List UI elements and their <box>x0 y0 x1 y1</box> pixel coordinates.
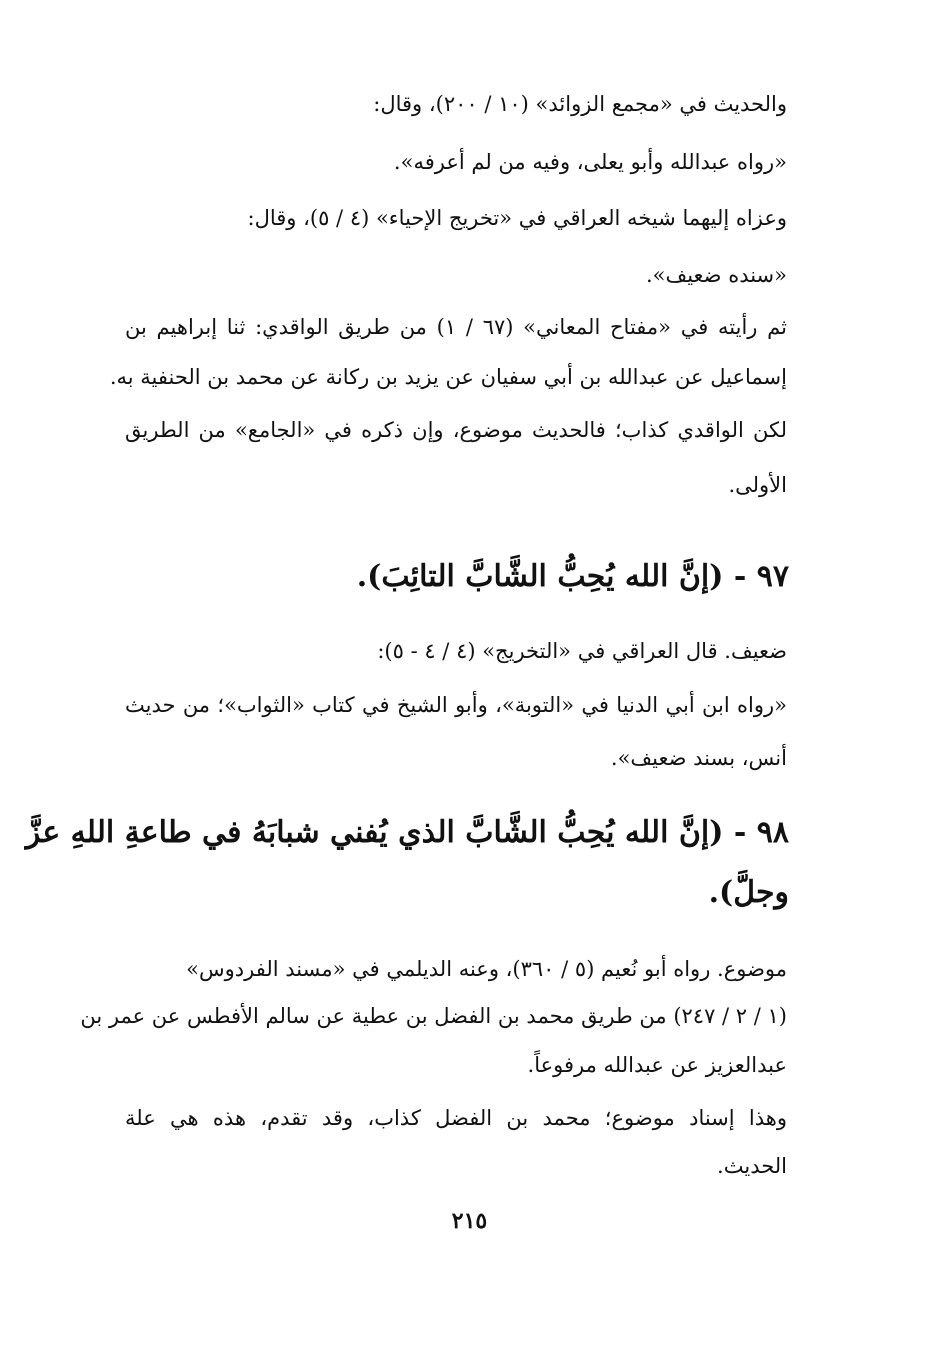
text-line-bold-start: لكن الواقدي كذاب؛ فالحديث موضوع، وإن ذكره في «الجامع» من الطريق <box>125 418 787 442</box>
page-number: ٢١٥ <box>451 1208 488 1234</box>
text-line: وهذا إسناد موضوع؛ محمد بن الفضل كذاب، وقد تقدم، هذه هي علة <box>125 1106 787 1130</box>
quote-line: «سنده ضعيف». <box>645 263 787 287</box>
quote-line: «رواه عبدالله وأبو يعلى، وفيه من لم أعرفه». <box>393 150 787 174</box>
hadith-heading-98: ٩٨ - (إنَّ الله يُحِبُّ الشَّابَّ الذي يُفني شبابَهُ في طاعةِ اللهِ عزَّ <box>25 815 789 850</box>
text-line: ضعيف. قال العراقي في «التخريج» (٤ / ٤ - ٥): <box>377 639 787 663</box>
text-line: عبدالعزيز عن عبدالله مرفوعاً. <box>527 1053 787 1077</box>
text-line: (١ / ٢ / ٢٤٧) من طريق محمد بن الفضل بن عطية عن سالم الأفطس عن عمر بن <box>80 1004 787 1028</box>
hadith-heading-98-cont: وجلَّ). <box>708 875 789 910</box>
quote-line: أنس، بسند ضعيف». <box>610 746 787 770</box>
text-line: الأولى. <box>728 473 787 497</box>
text-line: الحديث. <box>717 1154 787 1178</box>
text-line: ثم رأيته في «مفتاح المعاني» (٦٧ / ١) من طريق الواقدي: ثنا إبراهيم بن <box>125 315 787 339</box>
hadith-heading-97: ٩٧ - (إنَّ الله يُحِبُّ الشَّابَّ التائِبَ). <box>356 559 789 594</box>
text-line: وعزاه إليهما شيخه العراقي في «تخريج الإحياء» (٤ / ٥)، وقال: <box>247 206 787 230</box>
quote-line: «رواه ابن أبي الدنيا في «التوبة»، وأبو الشيخ في كتاب «الثواب»؛ من حديث <box>125 693 787 717</box>
text-line: موضوع. رواه أبو نُعيم (٥ / ٣٦٠)، وعنه الديلمي في «مسند الفردوس» <box>186 957 787 981</box>
text-line: والحديث في «مجمع الزوائد» (١٠ / ٢٠٠)، وقال: <box>373 92 787 116</box>
text-line: إسماعيل عن عبدالله بن أبي سفيان عن يزيد بن ركانة عن محمد بن الحنفية به. <box>109 365 787 389</box>
